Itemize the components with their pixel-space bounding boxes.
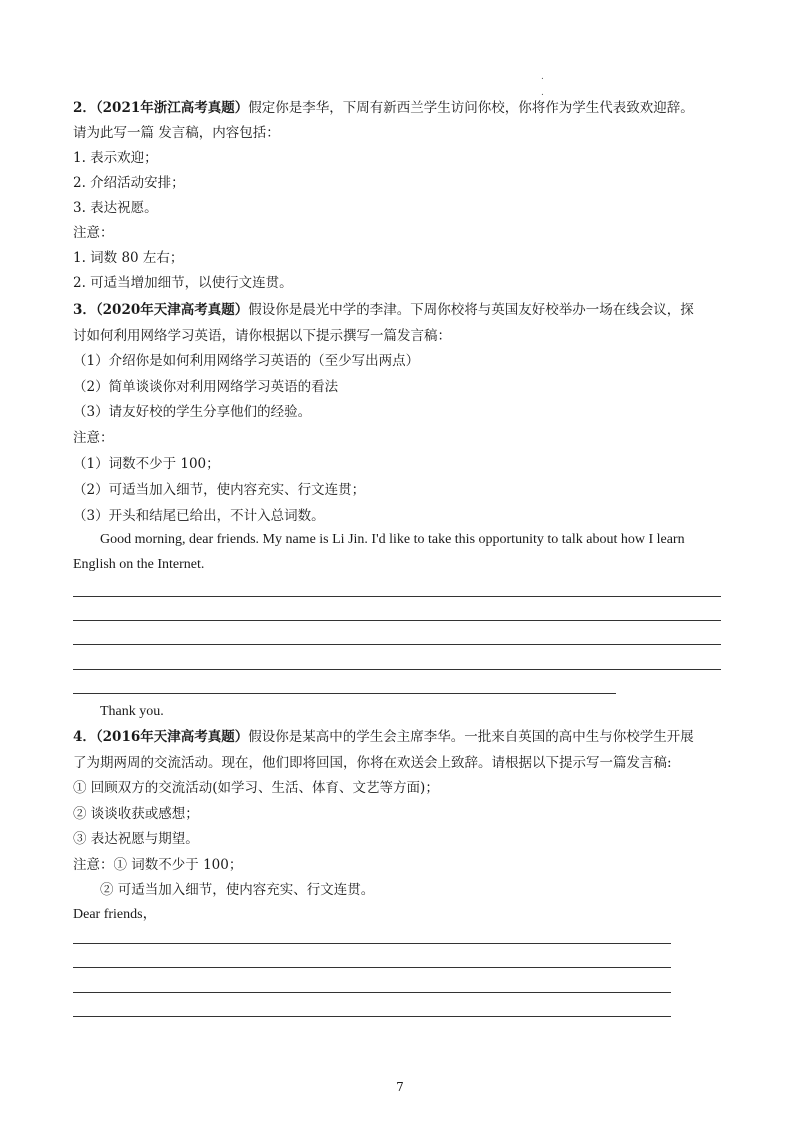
- q4-item-1: ① 回顾双方的交流活动(如学习、生活、体育、文艺等方面)；: [73, 780, 439, 796]
- q3-note-label: 注意：: [73, 430, 114, 446]
- q3-source: （2020年天津高考真题）: [95, 302, 249, 318]
- q2-item-3: 3. 表达祝愿。: [73, 200, 158, 216]
- writing-line[interactable]: [73, 620, 721, 621]
- writing-line[interactable]: [73, 967, 671, 968]
- writing-line[interactable]: [73, 669, 721, 670]
- q3-number: 3．: [73, 302, 96, 318]
- q2-source: （2021年浙江高考真题）: [95, 100, 249, 116]
- q2-heading: [73, 98, 694, 118]
- decorative-dot: .: [541, 72, 544, 82]
- q2-prompt-2: 请为此写一篇 发言稿，内容包括：: [73, 125, 280, 141]
- q4-salutation: Dear friends，: [73, 907, 157, 922]
- q4-number: 4．: [73, 729, 96, 745]
- page-number: 7: [396, 1080, 404, 1094]
- q3-opening-line-1: Good morning, dear friends. My name is Li Jin. I'd like to take this opportunity to talk about how I learn: [100, 532, 685, 547]
- writing-line[interactable]: [73, 943, 671, 944]
- q3-opening-line-2: English on the Internet.: [73, 557, 205, 572]
- q4-prompt-2: 了为期两周的交流活动。现在，他们即将回国，你将在欢送会上致辞。请根据以下提示写一篇发言稿:: [73, 755, 672, 771]
- q4-heading: [73, 727, 694, 747]
- q3-item-3: （3）请友好校的学生分享他们的经验。: [73, 404, 312, 420]
- q3-note-3: （3）开头和结尾已给出，不计入总词数。: [73, 508, 325, 524]
- q3-note-2: （2）可适当加入细节，使内容充实、行文连贯；: [73, 482, 366, 498]
- q4-item-2: ② 谈谈收获或感想；: [73, 806, 199, 822]
- writing-line[interactable]: [73, 992, 671, 993]
- q4-note-1: 注意：① 词数不少于 100；: [73, 857, 243, 873]
- q2-note-1: 1. 词数 80 左右；: [73, 250, 184, 266]
- q2-note-2: 2. 可适当增加细节，以使行文连贯。: [73, 275, 293, 291]
- q3-item-1: （1）介绍你是如何利用网络学习英语的（至少写出两点）: [73, 353, 420, 369]
- q3-closing: Thank you.: [100, 704, 164, 719]
- q2-prompt: 假定你是李华，下周有新西兰学生访问你校，你将作为学生代表致欢迎辞。: [248, 100, 694, 116]
- q3-prompt: 假设你是晨光中学的李津。下周你校将与英国友好校举办一场在线会议，探: [248, 302, 694, 318]
- q4-note-2: ② 可适当加入细节，使内容充实、行文连贯。: [100, 882, 375, 898]
- q2-item-1: 1. 表示欢迎；: [73, 150, 158, 166]
- writing-line[interactable]: [73, 1016, 671, 1017]
- writing-line[interactable]: [73, 693, 616, 694]
- q2-number: 2．: [73, 100, 96, 116]
- writing-line[interactable]: [73, 596, 721, 597]
- q4-item-3: ③ 表达祝愿与期望。: [73, 831, 199, 847]
- decorative-dot: .: [541, 88, 544, 98]
- q4-source: （2016年天津高考真题）: [95, 729, 249, 745]
- q2-note-label: 注意：: [73, 225, 114, 241]
- q3-item-2: （2）简单谈谈你对利用网络学习英语的看法: [73, 379, 339, 395]
- q3-note-1: （1）词数不少于 100；: [73, 456, 220, 472]
- q2-item-2: 2. 介绍活动安排；: [73, 175, 185, 191]
- writing-line[interactable]: [73, 644, 721, 645]
- q3-prompt-2: 讨如何利用网络学习英语，请你根据以下提示撰写一篇发言稿：: [73, 328, 451, 344]
- q3-heading: [73, 300, 694, 320]
- q4-prompt: 假设你是某高中的学生会主席李华。一批来自英国的高中生与你校学生开展: [248, 729, 694, 745]
